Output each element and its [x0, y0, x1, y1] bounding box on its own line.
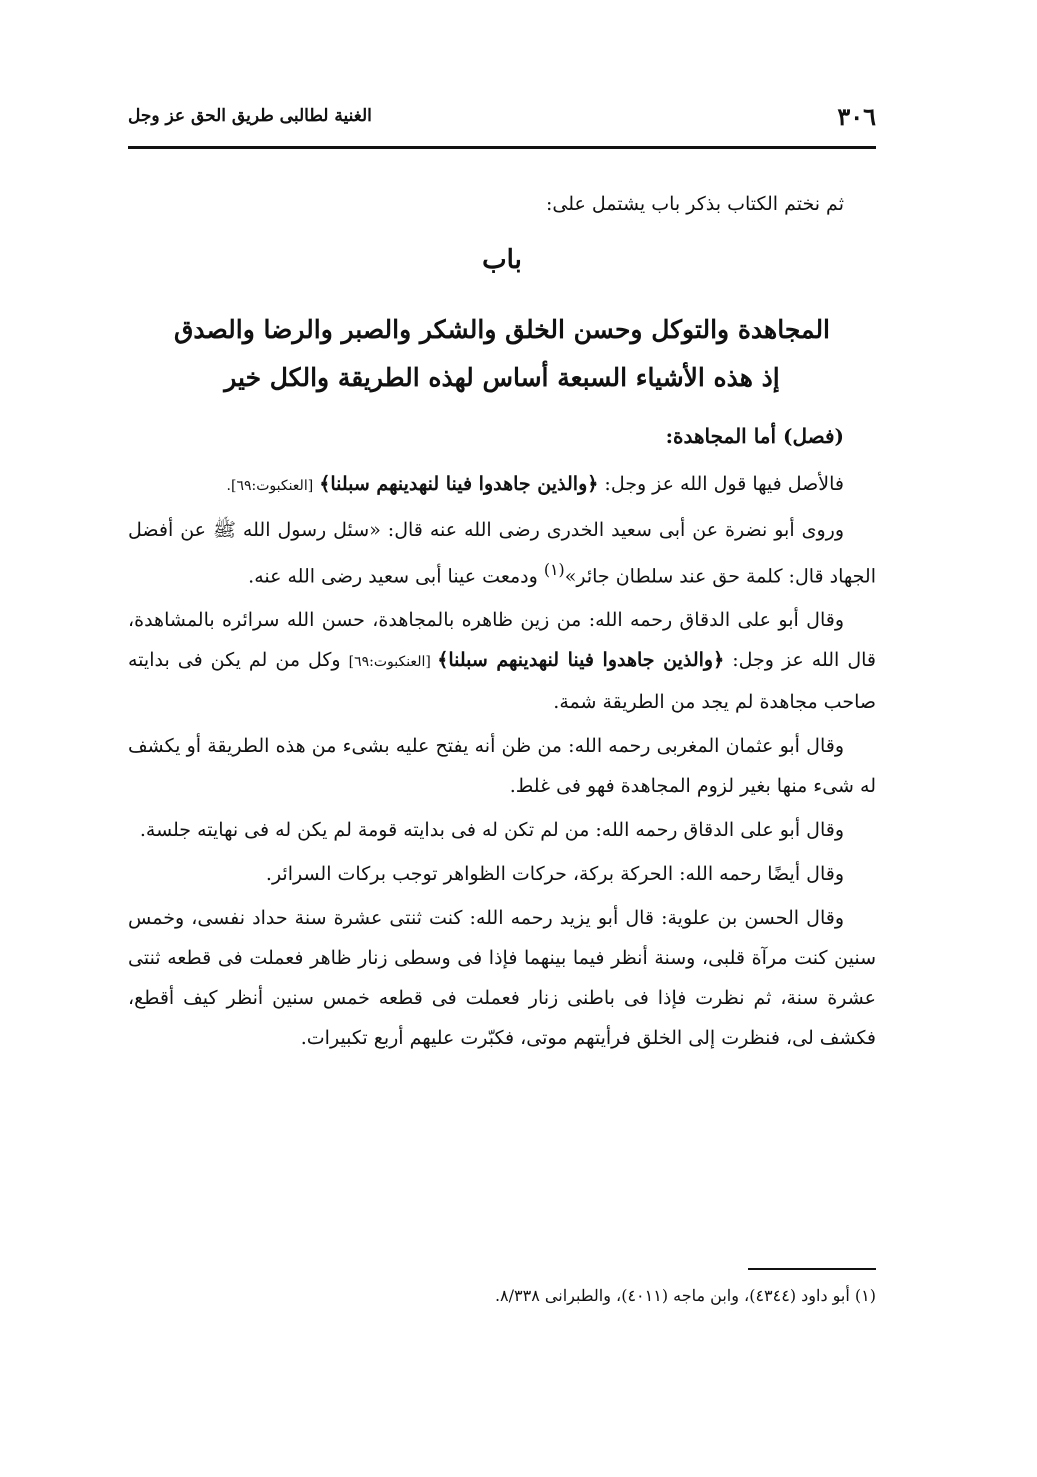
intro-line: ثم نختم الكتاب بذكر باب يشتمل على: — [545, 193, 844, 215]
p3-text-2: وكل من لم يكن فى بدايته صاحب مجاهدة لم يجد من الطريقة شمة. — [128, 649, 876, 714]
footnote-rule — [748, 1268, 876, 1270]
running-title: الغنية لطالبى طريق الحق عز وجل — [128, 106, 372, 126]
p2-text-2: ودمعت عينا أبى سعيد رضى الله عنه. — [248, 565, 544, 588]
p1-verse-reference: [العنكبوت:٦٩]. — [226, 478, 314, 494]
bab-heading: باب — [482, 245, 522, 275]
paragraph-2 — [128, 510, 876, 596]
p1-quran-verse: ﴿والذين جاهدوا فينا لنهدينهم سبلنا﴾ — [319, 473, 599, 495]
page-header — [128, 102, 876, 138]
p3-text-1: وقال أبو على الدقاق رحمه الله: من زين ظاهره بالمجاهدة، حسن الله سرائره بالمشاهدة، قال الله عز وجل: — [128, 609, 876, 672]
p1-lead: فالأصل فيها قول الله عز وجل: — [604, 473, 844, 495]
chapter-title — [128, 306, 876, 402]
chapter-title-line-2: إذ هذه الأشياء السبعة أساس لهذه الطريقة والكل خير — [224, 363, 780, 392]
paragraph-7: وقال الحسن بن علوية: قال أبو يزيد رحمه الله: كنت ثنتى عشرة سنة حداد نفسى، وخمس سنين كنت مرآة قلبى، وسنة أنظر فيما بينهما فإذا فى وسطى زنار ظاهر فعملت فى قطعه ثنتى عشرة سنة، ثم نظرت فإذا فى باطنى زنار فعملت فى قطعه خمس سنين أنظر كيف أقطع، فكشف لى، فنظرت إلى الخلق فرأيتهم موتى، فكبّرت عليهم أربع تكبيرات. — [128, 907, 876, 1050]
p3-verse-reference: [العنكبوت:٦٩] — [348, 654, 438, 671]
footnote-marker: (١) — [543, 560, 565, 579]
header-rule — [128, 146, 876, 149]
chapter-title-line-1: المجاهدة والتوكل وحسن الخلق والشكر والصبر والرضا والصدق — [173, 315, 831, 344]
main-text — [128, 184, 876, 1062]
page-number: ٣٠٦ — [837, 102, 876, 131]
paragraph-1 — [128, 464, 876, 506]
paragraph-3 — [128, 600, 876, 722]
p3-quran-verse: ﴿والذين جاهدوا فينا لنهدينهم سبلنا﴾ — [437, 649, 725, 672]
footnote: (١) أبو داود (٤٣٤٤)، وابن ماجه (٤٠١١)، والطبرانى ٨/٣٣٨. — [494, 1286, 876, 1305]
paragraph-4: وقال أبو عثمان المغربى رحمه الله: من ظن أنه يفتح عليه بشىء من هذه الطريقة أو يكشف له شىء منها بغير لزوم المجاهدة فهو فى غلط. — [128, 735, 876, 798]
section-heading: (فصل) أما المجاهدة: — [665, 424, 844, 448]
paragraph-5: وقال أبو على الدقاق رحمه الله: من لم تكن له فى بدايته قومة لم يكن له فى نهايته جلسة. — [139, 819, 844, 842]
paragraph-6: وقال أيضًا رحمه الله: الحركة بركة، حركات الظواهر توجب بركات السرائر. — [265, 863, 844, 886]
p2-text-1: وروى أبو نضرة عن أبى سعيد الخدرى رضى الله عنه قال: «سئل رسول الله ﷺ عن أفضل الجهاد قال: كلمة حق عند سلطان جائر» — [128, 519, 876, 588]
